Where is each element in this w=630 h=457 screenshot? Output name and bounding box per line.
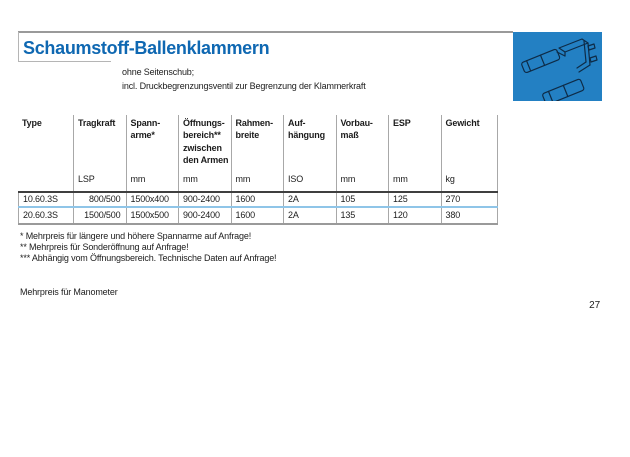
bale-clamp-icon [513,32,602,101]
footnote-3: *** Abhängig vom Öffnungsbereich. Technische Daten auf Anfrage! [20,253,277,263]
header-cell [18,115,73,191]
footnote-2: ** Mehrpreis für Sonderöffnung auf Anfrage! [20,242,189,252]
table-cell: 105 [336,193,389,206]
table-cell: 1500/500 [73,208,126,223]
header-unit: mm [235,174,251,184]
header-label: Type [22,118,42,128]
header-label: Spann- arme* [130,118,161,141]
header-label: Gewicht [445,118,480,128]
table-cell: 2A [283,193,336,206]
header-cell [73,115,126,191]
table-cell: 900-2400 [178,193,231,206]
table-cell: 1500x500 [126,208,179,223]
header-cell [231,115,284,191]
header-unit: LSP [78,174,95,184]
footnote-1: * Mehrpreis für längere und höhere Spannarme auf Anfrage! [20,231,252,241]
table-cell: 2A [283,208,336,223]
product-image-tile [513,32,602,101]
header-unit: mm [130,174,146,184]
header-label: Tragkraft [78,118,116,128]
table-cell: 125 [388,193,441,206]
table-cell: 20.60.3S [18,208,73,223]
table-cell: 1500x400 [126,193,179,206]
header-label: ESP [393,118,411,128]
table-cell: 1600 [231,193,284,206]
spec-table [18,115,498,225]
subtitle-line-1: ohne Seitenschub; [122,67,195,77]
header-cell [283,115,336,191]
table-header-row [18,115,498,191]
header-label: Vorbau- maß [340,118,373,141]
page-number: 27 [589,300,600,311]
header-unit: mm [393,174,408,184]
table-row [18,208,498,223]
header-unit: ISO [288,174,304,184]
table-cell: 10.60.3S [18,193,73,206]
subtitle [122,65,366,93]
page-title: Schaumstoff-Ballenklammern [23,38,270,58]
table-cell: 120 [388,208,441,223]
header-unit [22,184,71,191]
table-cell: 135 [336,208,389,223]
header-cell [126,115,179,191]
table-row [18,193,498,206]
table-cell: 1600 [231,208,284,223]
manometer-note: Mehrpreis für Manometer [20,287,118,297]
subtitle-line-2: incl. Druckbegrenzungsventil zur Begrenzung der Klammerkraft [122,81,366,91]
header-label: Rahmen- breite [235,118,273,141]
header-unit: mm [340,174,356,184]
table-bottom-rule [18,223,498,225]
header-cell [336,115,389,191]
table-body [18,193,498,223]
header-cell [178,115,231,191]
header-unit: kg [445,174,455,184]
table-cell: 270 [441,193,499,206]
header-label: Öffnungs- bereich** zwischen den Armen [183,118,229,165]
header-unit: mm [183,174,198,184]
header-cell [441,115,499,191]
header-label: Auf- hängung [288,118,325,141]
header-cell [388,115,441,191]
table-cell: 800/500 [73,193,126,206]
table-cell: 900-2400 [178,208,231,223]
table-cell: 380 [441,208,499,223]
footnotes [20,231,276,264]
